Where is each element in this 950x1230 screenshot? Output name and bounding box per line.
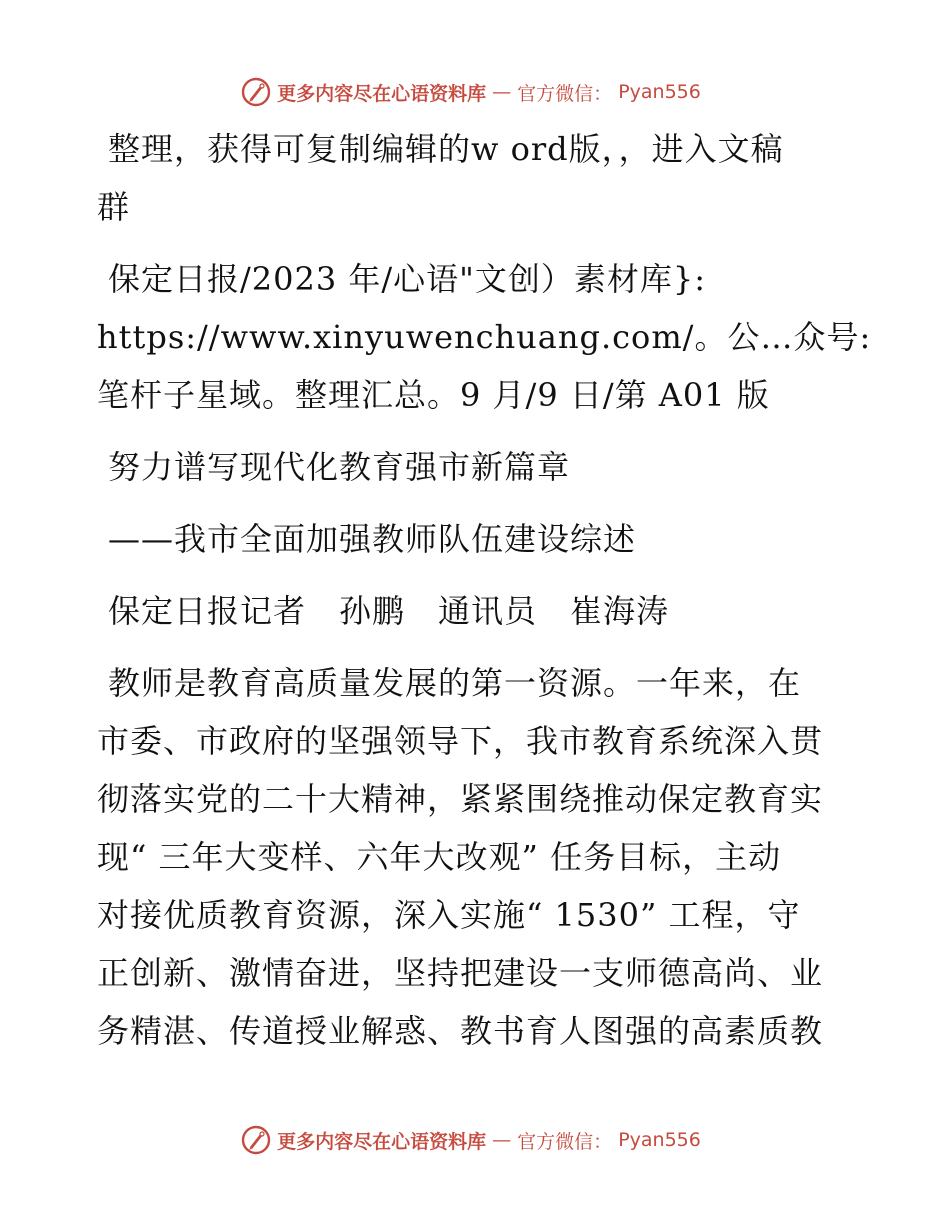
intro-paragraph	[97, 120, 857, 236]
headline: 努力谱写现代化教育强市新篇章	[108, 448, 571, 486]
body-line: 正创新、激情奋进，坚持把建设一支师德高尚、业	[97, 954, 824, 992]
banner-title: 更多内容尽在心语资料库	[277, 82, 487, 105]
banner-wechat-id: Pyan556	[618, 1129, 701, 1151]
banner-wechat-label: 官方微信：	[517, 82, 613, 105]
source-line-2: https://www.xinyuwenchuang.com/。公…众号:	[97, 318, 872, 356]
quill-pen-logo-icon	[241, 77, 271, 107]
document-body	[97, 120, 872, 1060]
banner-separator: —	[492, 1129, 512, 1151]
body-line: 对接优质教育资源，深入实施“ 1530” 工程，守	[97, 896, 801, 934]
subheadline: ——我市全面加强教师队伍建设综述	[108, 520, 637, 558]
banner-title: 更多内容尽在心语资料库	[277, 1130, 487, 1153]
footer-banner	[0, 1120, 950, 1160]
banner-wechat-label: 官方微信：	[517, 1130, 613, 1153]
body-line: 彻落实党的二十大精神，紧紧围绕推动保定教育实	[97, 780, 824, 818]
source-line-1: 保定日报/2023 年/心语"文创）素材库}:	[108, 260, 707, 298]
banner-content	[241, 1125, 701, 1155]
byline: 保定日报记者 孙鹏 通讯员 崔海涛	[108, 592, 670, 630]
body-line: 教师是教育高质量发展的第一资源。一年来，在	[108, 664, 802, 702]
source-paragraph	[97, 250, 872, 424]
body-line: 市委、市政府的坚强领导下，我市教育系统深入贯	[97, 722, 824, 760]
intro-line-1: 整理，获得可复制编辑的w ord版，，进入文稿	[108, 130, 784, 168]
banner-content	[241, 77, 701, 107]
source-line-3: 笔杆子星域。整理汇总。9 月/9 日/第 A01 版	[97, 376, 770, 414]
body-paragraph	[97, 654, 857, 1060]
banner-wechat-id: Pyan556	[618, 81, 701, 103]
header-banner	[0, 72, 950, 112]
body-line: 现“ 三年大变样、六年大改观” 任务目标，主动	[97, 838, 782, 876]
banner-separator: —	[492, 81, 512, 103]
quill-pen-logo-icon	[241, 1125, 271, 1155]
intro-line-2: 群	[97, 188, 131, 226]
body-line: 务精湛、传道授业解惑、教书育人图强的高素质教	[97, 1012, 824, 1050]
